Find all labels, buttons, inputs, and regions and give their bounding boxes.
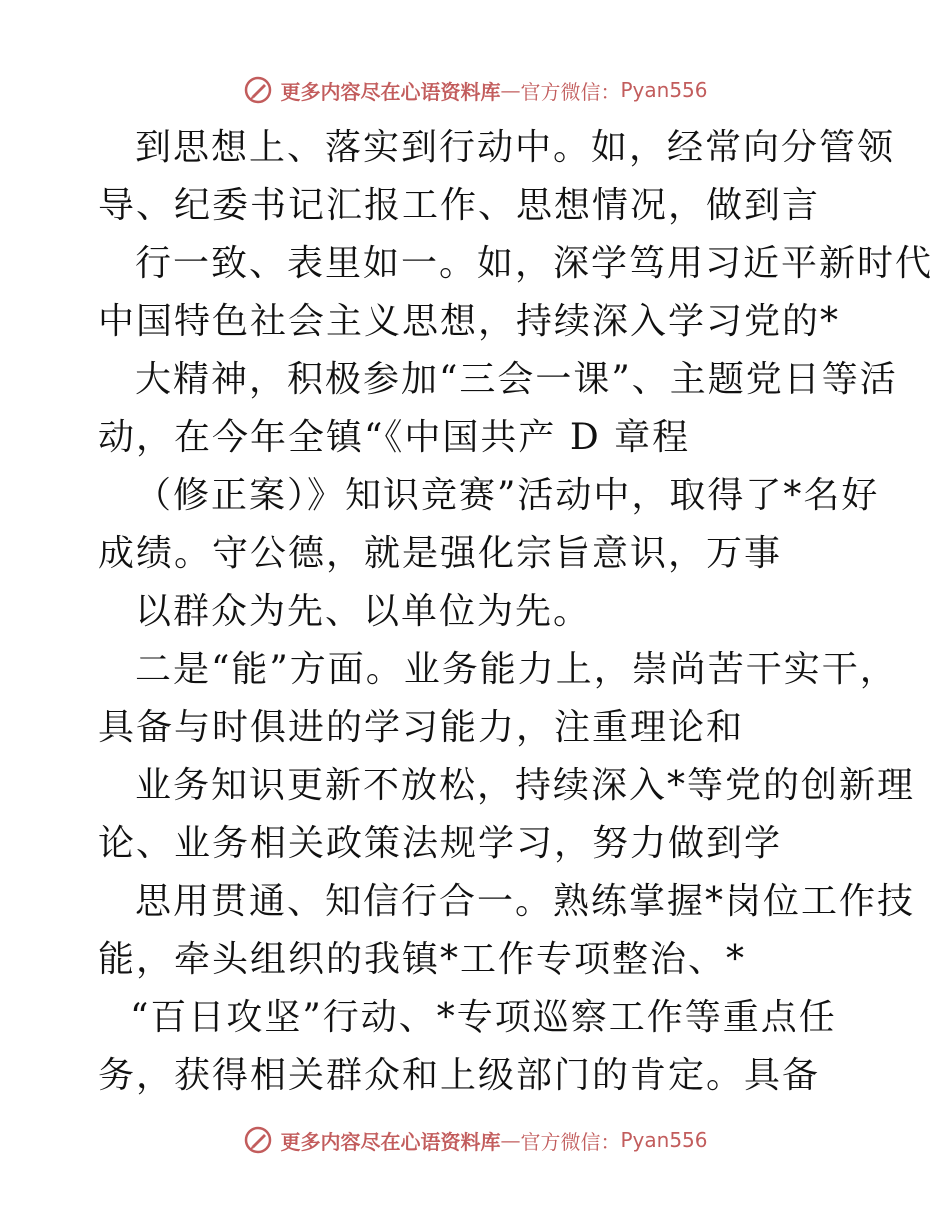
pen-logo-icon [242, 1124, 274, 1156]
text-line: 务，获得相关群众和上级部门的肯定。具备 [98, 1055, 821, 1096]
watermark-main-text: 更多内容尽在心语资料库 [280, 79, 501, 104]
watermark-wechat-label: 官方微信： [520, 79, 621, 104]
watermark-dash: — [500, 78, 521, 102]
text-line: 思用贯通、知信行合一。熟练掌握*岗位工作技 [135, 881, 916, 922]
text-line: 二是“能”方面。业务能力上，崇尚苦干实干， [135, 649, 898, 690]
text-line: 论、业务相关政策法规学习，努力做到学 [98, 823, 783, 864]
text-line: 业务知识更新不放松，持续深入*等党的创新理 [135, 765, 916, 806]
watermark-wechat-label: 官方微信： [520, 1129, 621, 1154]
watermark-main-text: 更多内容尽在心语资料库 [280, 1129, 501, 1154]
text-line: （修正案）》知识竞赛”活动中，取得了*名好 [135, 475, 880, 516]
text-line: 以群众为先、以单位为先。 [135, 591, 592, 632]
pen-logo-icon [242, 74, 274, 106]
text-line: 中国特色社会主义思想，持续深入学习党的* [98, 301, 841, 342]
watermark-dash: — [500, 1128, 521, 1152]
text-line: 导、纪委书记汇报工作、思想情况，做到言 [98, 185, 821, 226]
text-line: “百日攻坚”行动、*专项巡察工作等重点任 [130, 997, 837, 1038]
text-line: 能，牵头组织的我镇*工作专项整治、* [98, 939, 747, 980]
text-line: 具备与时俱进的学习能力，注重理论和 [98, 707, 745, 748]
text-line: 到思想上、落实到行动中。如，经常向分管领 [135, 127, 896, 168]
watermark-wechat-id: Pyan556 [620, 1128, 708, 1152]
text-line: 动，在今年全镇“《中国共产 D 章程 [98, 417, 691, 458]
header-watermark [0, 70, 950, 110]
text-line: 成绩。守公德，就是强化宗旨意识，万事 [98, 533, 783, 574]
text-line: 行一致、表里如一。如，深学笃用习近平新时代 [135, 243, 934, 284]
footer-watermark [0, 1120, 950, 1160]
watermark-wechat-id: Pyan556 [620, 78, 708, 102]
text-line: 大精神，积极参加“三会一课”、主题党日等活 [135, 359, 898, 400]
